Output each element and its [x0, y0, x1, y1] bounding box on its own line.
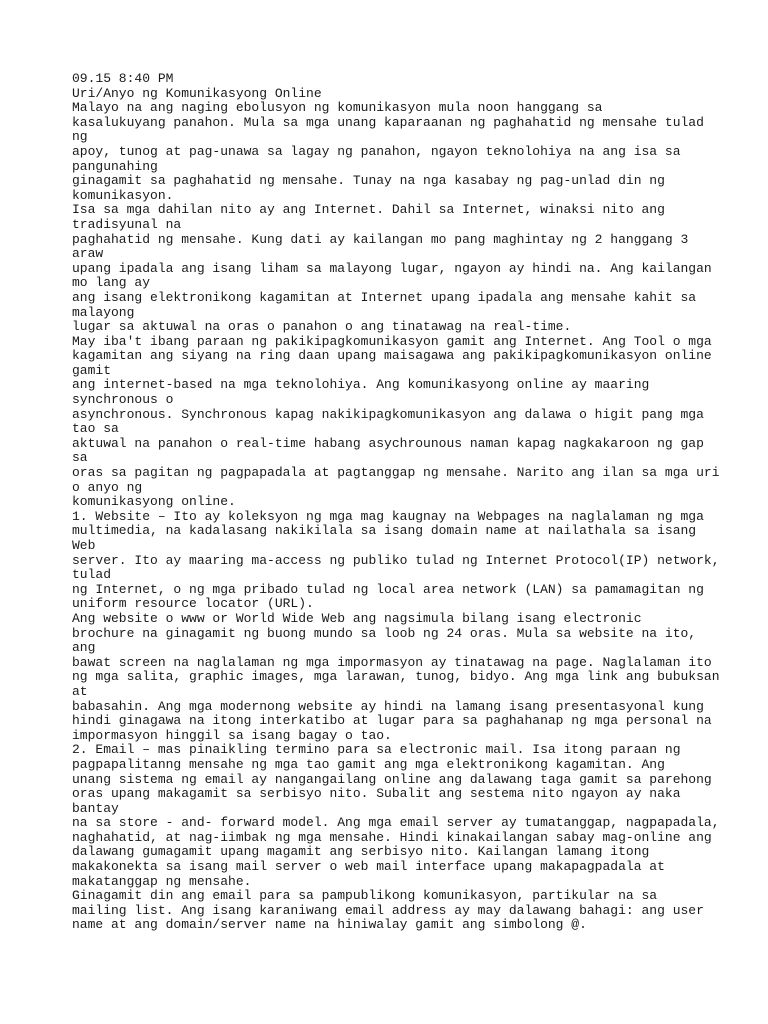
text-line: malayong — [72, 304, 135, 320]
text-line: oras upang makagamit sa serbisyo nito. Subalit ang sestema nito ngayon ay naka — [72, 786, 681, 802]
text-line: lugar sa aktuwal na oras o panahon o ang tinatawag na real-time. — [72, 319, 572, 335]
document-title: Uri/Anyo ng Komunikasyong Online — [72, 85, 322, 101]
text-line: ng mga salita, graphic images, mga larawan, tunog, bidyo. Ang mga link ang bubuksan — [72, 669, 720, 685]
text-line: naghahatid, at nag-iimbak ng mga mensahe. Hindi kinakailangan sabay mag-online ang — [72, 829, 712, 845]
text-line: makatanggap ng mensahe. — [72, 873, 252, 889]
text-line: tulad — [72, 567, 112, 583]
text-line: bawat screen na naglalaman ng mga impormasyon ay tinatawag na page. Naglalaman ito — [72, 654, 712, 670]
text-line: sa — [72, 450, 88, 466]
text-line: ng — [72, 129, 88, 145]
text-line: makakonekta sa isang mail server o web mail interface upang makapagpadala at — [72, 859, 665, 875]
text-line: babasahin. Ang mga modernong website ay hindi na lamang isang presentasyonal kung — [72, 698, 704, 714]
text-line: na sa store - and- forward model. Ang mga email server ay tumatanggap, nagpapadala, — [72, 815, 720, 831]
text-line: Isa sa mga dahilan nito ay ang Internet. Dahil sa Internet, winaksi nito ang — [72, 202, 665, 218]
text-line: o anyo ng — [72, 479, 143, 495]
text-line: multimedia, na kadalasang nakikilala sa isang domain name at nailathala sa isang — [72, 523, 697, 539]
text-line: at — [72, 683, 88, 699]
text-line: synchronous o — [72, 392, 174, 408]
text-line: komunikasyong online. — [72, 494, 236, 510]
text-line: dalawang gumagamit upang magamit ang serbisyo nito. Kailangan lamang itong — [72, 844, 650, 860]
text-line: apoy, tunog at pag-unawa sa lagay ng panahon, ngayon teknolohiya na ang isa sa — [72, 143, 681, 159]
text-line: 1. Website – Ito ay koleksyon ng mga mag kaugnay na Webpages na naglalaman ng mga — [72, 508, 704, 524]
text-line: Web — [72, 538, 96, 553]
text-line: brochure na ginagamit ng buong mundo sa loob ng 24 oras. Mula sa website na ito, — [72, 625, 697, 641]
text-line: May iba't ibang paraan ng pakikipagkomunikasyon gamit ang Internet. Ang Tool o mga — [72, 333, 712, 349]
text-line: ang internet-based na mga teknolohiya. Ang komunikasyong online ay maaring — [72, 377, 650, 393]
text-line: hindi ginagawa na itong interkatibo at lugar para sa paghahanap ng mga personal na — [72, 713, 712, 729]
text-line: ang isang elektronikong kagamitan at Internet upang ipadala ang mensahe kahit sa — [72, 289, 697, 305]
text-line: pagpapalitanng mensahe ng mga tao gamit ang mga elektronikong kagamitan. Ang — [72, 756, 665, 772]
text-line: oras sa pagitan ng pagpapadala at pagtanggap ng mensahe. Narito ang ilan sa mga uri — [72, 465, 720, 481]
text-line: kasalukuyang panahon. Mula sa mga unang kaparaanan ng paghahatid ng mensahe tulad — [72, 114, 704, 130]
text-line: paghahatid ng mensahe. Kung dati ay kailangan mo pang maghintay ng 2 hanggang 3 — [72, 231, 689, 247]
text-line: ang — [72, 640, 96, 656]
text-line: Ang website o www or World Wide Web ang nagsimula bilang isang electronic — [72, 610, 642, 626]
text-line: tao sa — [72, 421, 119, 437]
text-line: bantay — [72, 800, 119, 816]
text-line: araw — [72, 246, 104, 262]
text-line: impormasyon hinggil sa isang bagay o tao. — [72, 727, 392, 743]
text-line: mailing list. Ang isang karaniwang email address ay may dalawang bahagi: ang user — [72, 902, 704, 918]
text-line: uniform resource locator (URL). — [72, 596, 314, 612]
text-line: aktuwal na panahon o real-time habang asychrounous naman kapag nagkakaroon ng gap — [72, 435, 704, 451]
text-line: asynchronous. Synchronous kapag nakikipagkomunikasyon ang dalawa o higit pang mga — [72, 406, 704, 422]
document-body — [72, 72, 728, 933]
document-timestamp: 09.15 8:40 PM — [72, 71, 174, 86]
text-line: kagamitan ang siyang na ring daan upang maisagawa ang pakikipagkomunikasyon online — [72, 348, 712, 364]
text-line: ginagamit sa paghahatid ng mensahe. Tunay na nga kasabay ng pag-unlad din ng — [72, 173, 665, 189]
text-line: unang sistema ng email ay nangangailang online ang dalawang taga gamit sa parehong — [72, 771, 712, 787]
text-line: server. Ito ay maaring ma-access ng publiko tulad ng Internet Protocol(IP) network, — [72, 552, 720, 568]
text-line: gamit — [72, 362, 112, 378]
text-line: tradisyunal na — [72, 216, 182, 232]
text-line: 2. Email – mas pinaikling termino para sa electronic mail. Isa itong paraan ng — [72, 742, 681, 758]
text-line: komunikasyon. — [72, 187, 174, 203]
text-line: Malayo na ang naging ebolusyon ng komunikasyon mula noon hanggang sa — [72, 100, 603, 116]
text-line: name at ang domain/server name na hiniwalay gamit ang simbolong @. — [72, 917, 587, 933]
text-line: ng Internet, o ng mga pribado tulad ng local area network (LAN) sa pamamagitan ng — [72, 581, 704, 597]
text-line: mo lang ay — [72, 275, 151, 291]
text-line: Ginagamit din ang email para sa pampublikong komunikasyon, partikular na sa — [72, 888, 658, 904]
text-line: pangunahing — [72, 158, 158, 174]
text-line: upang ipadala ang isang liham sa malayong lugar, ngayon ay hindi na. Ang kailangan — [72, 260, 712, 276]
